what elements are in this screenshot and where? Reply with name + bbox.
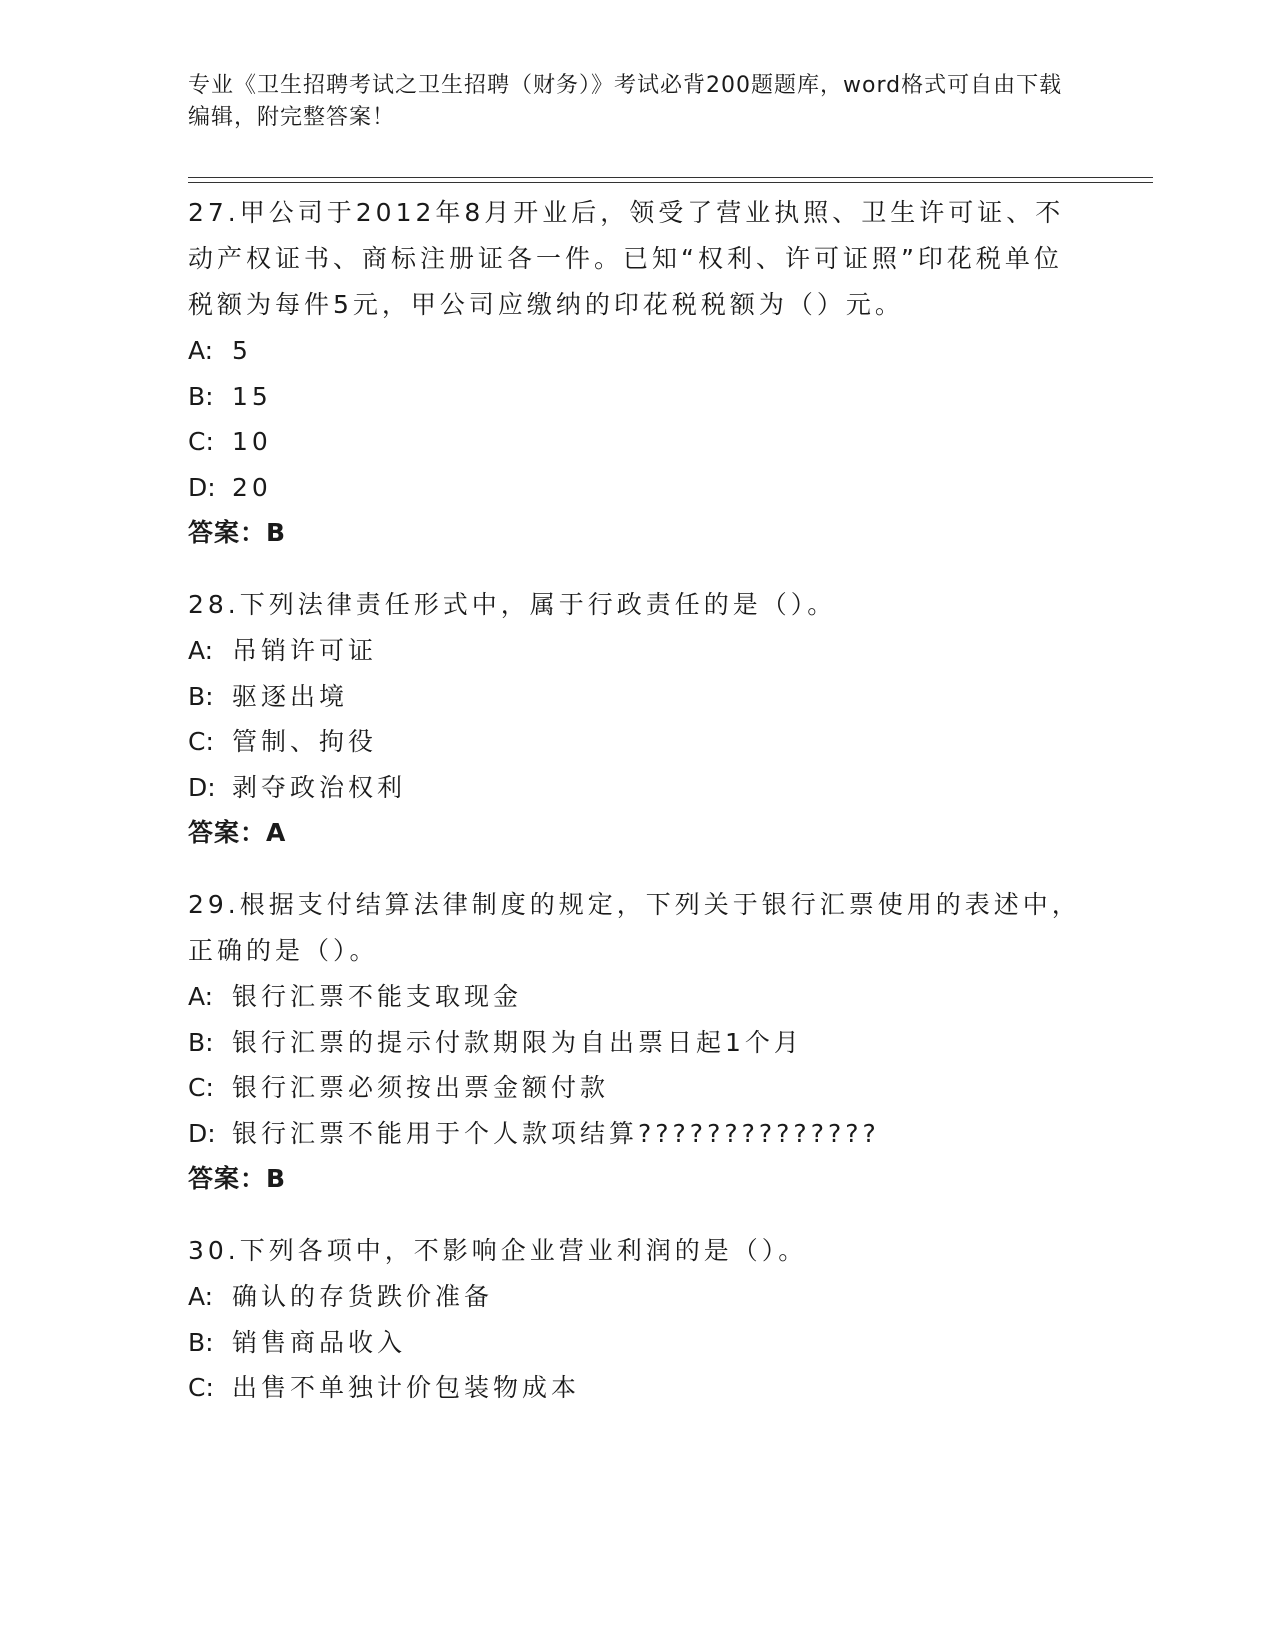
- question-29: [188, 882, 1088, 1202]
- option-a: [188, 628, 1088, 674]
- answer-line: 答案：B: [188, 518, 287, 547]
- question-text: 27.甲公司于2012年8月开业后，领受了营业执照、卫生许可证、不动产权证书、商标注册证各一件。已知“权利、许可证照”印花税单位税额为每件5元，甲公司应缴纳的印花税税额为（）元。: [188, 198, 1065, 319]
- option-text: 15: [232, 381, 272, 411]
- question-text: 29.根据支付结算法律制度的规定，下列关于银行汇票使用的表述中，正确的是（）。: [188, 890, 1081, 965]
- option-text: 管制、拘役: [232, 727, 378, 756]
- option-text: 吊销许可证: [232, 636, 378, 665]
- option-letter: B:: [188, 1027, 214, 1057]
- option-text: 银行汇票不能用于个人款项结算??????????????: [232, 1118, 880, 1148]
- option-a: [188, 328, 1088, 374]
- option-text: 银行汇票的提示付款期限为自出票日起1个月: [232, 1027, 803, 1057]
- option-letter: C:: [188, 727, 214, 756]
- option-b: [188, 674, 1088, 720]
- question-27: [188, 190, 1088, 556]
- option-text: 销售商品收入: [232, 1327, 407, 1357]
- question-list: [188, 190, 1088, 1437]
- option-d: [188, 765, 1088, 811]
- option-text: 银行汇票不能支取现金: [232, 982, 523, 1011]
- option-d: [188, 1111, 1088, 1157]
- option-letter: A:: [188, 336, 214, 365]
- option-a: [188, 974, 1088, 1020]
- option-letter: B:: [188, 1327, 214, 1357]
- option-letter: A:: [188, 1282, 214, 1311]
- header-rule-top: [188, 177, 1153, 178]
- option-text: 驱逐出境: [232, 681, 349, 711]
- option-letter: C:: [188, 1373, 214, 1402]
- question-text: 28.下列法律责任形式中，属于行政责任的是（）。: [188, 590, 837, 619]
- option-letter: C:: [188, 427, 214, 456]
- question-30: [188, 1228, 1088, 1411]
- option-b: [188, 374, 1088, 420]
- option-d: [188, 465, 1088, 511]
- option-c: [188, 1065, 1088, 1111]
- option-letter: D:: [188, 772, 216, 802]
- option-c: [188, 419, 1088, 465]
- question-text: 30.下列各项中，不影响企业营业利润的是（）。: [188, 1236, 808, 1265]
- option-letter: B:: [188, 381, 214, 411]
- document-header: 专业《卫生招聘考试之卫生招聘（财务）》考试必背200题题库，word格式可自由下载编辑，附完整答案！: [188, 73, 1063, 130]
- option-c: [188, 719, 1088, 765]
- option-letter: D:: [188, 472, 216, 502]
- option-text: 剥夺政治权利: [232, 772, 407, 802]
- option-text: 银行汇票必须按出票金额付款: [232, 1073, 610, 1102]
- option-c: [188, 1365, 1088, 1411]
- option-letter: A:: [188, 636, 214, 665]
- option-letter: A:: [188, 982, 214, 1011]
- option-a: [188, 1274, 1088, 1320]
- question-28: [188, 582, 1088, 856]
- option-b: [188, 1320, 1088, 1366]
- option-text: 10: [232, 427, 272, 456]
- option-text: 出售不单独计价包装物成本: [232, 1373, 581, 1402]
- answer-line: 答案：A: [188, 818, 287, 847]
- option-text: 确认的存货跌价准备: [232, 1282, 494, 1311]
- option-letter: C:: [188, 1073, 214, 1102]
- option-text: 5: [232, 336, 252, 365]
- option-b: [188, 1020, 1088, 1066]
- option-text: 20: [232, 472, 272, 502]
- answer-line: 答案：B: [188, 1164, 287, 1193]
- option-letter: B:: [188, 681, 214, 711]
- option-letter: D:: [188, 1118, 216, 1148]
- header-rule-bottom: [188, 182, 1153, 183]
